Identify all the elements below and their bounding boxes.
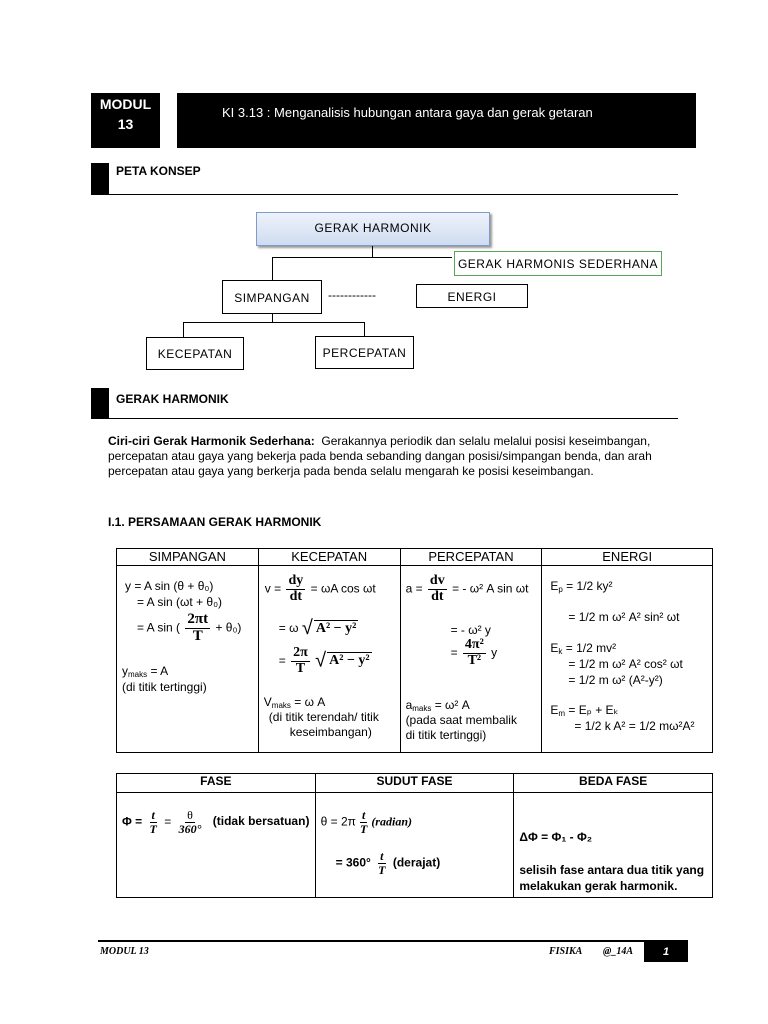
simp-l3-pre: = A sin ( [137,620,181,635]
beda-eq: ΔΦ = Φ₁ - Φ₂ [519,830,593,844]
kec-l2 [279,618,359,638]
simp-l3 [137,612,241,645]
cell-fase [117,793,316,898]
module-box [91,93,160,148]
col-header-kecepatan: KECEPATAN [258,549,400,566]
footer-module: MODUL 13 [100,946,149,957]
module-title-bar [177,93,696,148]
intro-line1: Gerakannya periodik dan selalu melalui posisi keseimbangan, [321,434,651,448]
connector [372,246,373,257]
perc-amaks [406,698,470,713]
intro-line3: percepatan atau gaya yang berkerja pada benda selalu mengarah ke posisi keseimbangan. [108,464,594,478]
connector [272,257,452,258]
concept-ghs [454,251,662,276]
fase-frac2 [177,809,204,835]
sudut-l2-pre: = 360° [335,855,371,870]
kec-l3 [279,646,372,676]
col-header-fase: FASE [117,774,316,793]
kec-l2-rad: A² − y² [315,621,357,636]
perc-a-pre: a = [405,581,423,596]
energi-em-sub: m [558,709,566,718]
energi-ek2: = 1/2 m ω² A² cos² ωt [568,657,683,671]
fase-frac1-num: t [151,808,155,822]
perc-l3-num: 4π² [464,637,484,652]
subsection-title: I.1. PERSAMAAN GERAK HARMONIK [108,515,322,529]
footer-rule [98,940,688,942]
page-number: 1 [662,946,670,958]
energi-ek1 [550,641,616,656]
kec-l3-pre: = [278,653,286,668]
kec-l3-rad: A² − y² [329,653,370,669]
concept-energi-label: ENERGI [447,290,497,304]
section-rule-gerak [109,418,678,419]
cell-kecepatan [258,566,400,753]
module-number: 13 [117,116,134,132]
kec-note1: (di titik terendah/ titik [268,710,379,724]
kec-vmaks-a: V [263,695,272,709]
concept-kecepatan-label: KECEPATAN [157,347,233,361]
simp-ymaks-b: = A [147,664,169,678]
fase-eq [122,809,309,835]
phase-table [116,773,713,898]
perc-l3-den: T² [467,652,482,668]
module-label: MODUL [99,96,152,112]
sudut-l1 [321,809,412,835]
energi-ep1 [550,579,612,594]
concept-simpangan [222,280,322,314]
simp-fraction [185,612,210,645]
perc-amaks-a: a [405,698,413,712]
concept-energi [416,284,528,308]
footer-code: @_14A [603,946,633,957]
perc-frac-num: dv [429,573,445,588]
perc-a-post: = - ω² A sin ωt [452,581,529,596]
kec-l3-den: T [295,660,306,676]
equations-table [116,548,713,753]
connector [364,322,365,336]
concept-ghs-label: GERAK HARMONIS SEDERHANA [457,257,659,271]
simp-l2: = A sin (ωt + θ₀) [137,595,223,609]
fase-phi: Φ = [122,814,143,829]
fase-frac1-den: T [149,821,157,836]
perc-l1 [406,574,529,604]
fase-frac2-den: 360° [178,821,202,836]
energi-ep-sub: p [558,585,563,594]
kec-l3-num: 2π [293,645,308,660]
sudut-frac2-den: T [378,862,386,877]
energi-ek-sub: k [558,647,563,656]
concept-percepatan [315,336,414,369]
footer-subject: FISIKA [549,946,583,957]
concept-percepatan-label: PERCEPATAN [322,346,407,360]
energi-ek-a: E [550,641,559,655]
fase-eq-sign: = [164,814,172,829]
kec-l1 [265,574,376,604]
perc-note1: (pada saat membalik [405,713,517,727]
module-title: KI 3.13 : Menganalisis hubungan antara gaya dan gerak getaran [222,105,593,120]
page-number-box [644,942,688,962]
perc-l3-fraction [463,638,486,668]
energi-ep-a: E [550,579,559,593]
perc-frac-den: dt [431,588,444,604]
energi-em-b: = Eₚ + Eₖ [565,703,619,717]
connector [183,322,365,323]
beda-note2: melakukan gerak harmonik. [519,879,678,893]
energi-ep2: = 1/2 m ω² A² sin² ωt [568,610,680,624]
concept-root-label: GERAK HARMONIK [314,221,432,235]
cell-energi [542,566,713,753]
connector [272,257,273,280]
energi-em2: = 1/2 k A² = 1/2 mω²A² [574,719,695,733]
fase-frac1 [148,809,159,835]
intro-line2: percepatan atau gaya yang bekerja pada benda sebanding dangan posisi/simpangan benda, dan arah [108,449,652,463]
beda-note1: selisih fase antara dua titik yang [519,863,705,877]
section-marker-gerak [91,388,109,419]
sudut-frac1-den: T [359,821,368,836]
energi-em1 [550,703,618,718]
kec-vmaks-sub: maks [271,701,291,710]
simp-l1: y = A sin (θ + θ₀) [125,579,214,593]
kec-frac-den: dt [289,588,303,604]
section-title-peta: PETA KONSEP [116,164,201,178]
sudut-l1-pre: θ = 2π [320,814,356,829]
kec-vmaks-b: = ω A [290,695,326,709]
kec-l2-pre: = ω [278,621,299,635]
perc-l3 [451,638,498,668]
fase-unit: (tidak bersatuan) [212,814,310,829]
section-marker-peta [91,163,109,195]
simp-ymaks-sub: maks [128,670,148,679]
energi-ek3: = 1/2 m ω² (A²-y²) [568,673,663,687]
connector [183,322,184,337]
kec-note2: keseimbangan) [289,725,372,739]
section-rule-peta [109,194,678,195]
sudut-frac1-num: t [361,808,366,822]
kec-fraction [286,574,305,604]
fase-frac2-num: θ [187,808,193,822]
perc-amaks-sub: maks [412,704,432,713]
sqrt-icon: √ [315,649,327,672]
connector [272,314,273,322]
kec-l3-fraction [291,646,310,676]
kec-vmaks [264,695,326,710]
cell-percepatan [400,566,542,753]
col-header-beda-fase: BEDA FASE [514,774,713,793]
sudut-l2-post: (derajat) [392,855,441,870]
energi-ek-b: = 1/2 mv² [562,641,617,655]
kec-v-pre: v = [264,581,282,596]
simp-note: (di titik tertinggi) [122,680,207,694]
perc-l3-post: y [491,645,498,660]
kec-frac-num: dy [288,573,304,588]
cell-beda-fase [514,793,713,898]
section-title-gerak: GERAK HARMONIK [116,392,229,406]
perc-amaks-b: = ω² A [431,698,470,712]
col-header-sudut-fase: SUDUT FASE [315,774,514,793]
sudut-frac2 [376,850,387,876]
simp-ymaks-a: y [122,664,128,678]
sudut-frac2-num: t [380,849,384,863]
perc-fraction [428,574,447,604]
col-header-energi: ENERGI [542,549,713,566]
concept-root [256,212,490,246]
simp-ymaks [122,664,168,679]
cell-sudut-fase [315,793,514,898]
energi-em-a: E [550,703,559,717]
cell-simpangan [117,566,259,753]
concept-dashes: ------------ [328,288,376,302]
sqrt-icon: √ [301,617,313,639]
sudut-l2 [336,850,441,876]
simp-frac-num: 2πt [187,611,209,627]
sudut-l1-post: (radian) [371,814,412,829]
sudut-frac1 [358,809,369,835]
perc-l3-pre: = [450,645,458,660]
col-header-simpangan: SIMPANGAN [117,549,259,566]
intro-paragraph [108,434,708,479]
perc-note2: di titik tertinggi) [405,728,487,742]
intro-lead: Ciri-ciri Gerak Harmonik Sederhana: [108,434,315,448]
energi-ep-b: = 1/2 ky² [562,579,613,593]
concept-simpangan-label: SIMPANGAN [234,291,310,305]
simp-frac-den: T [192,627,203,644]
simp-l3-post: + θ₀) [215,620,242,635]
perc-l2: = - ω² y [450,623,491,637]
kec-v-post: = ωA cos ωt [310,581,376,596]
col-header-percepatan: PERCEPATAN [400,549,542,566]
concept-kecepatan [146,337,244,370]
